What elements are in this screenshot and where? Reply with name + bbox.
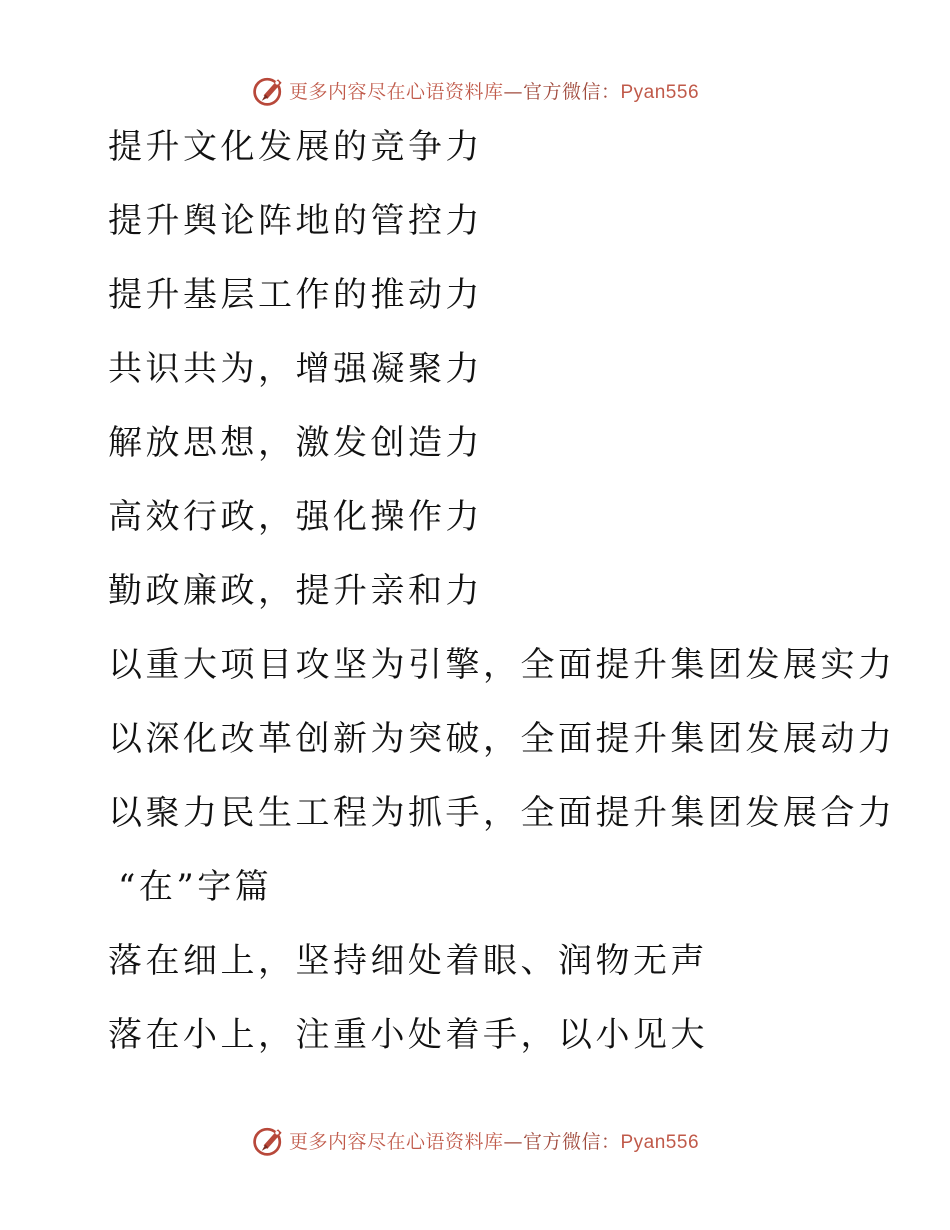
text-line: 解放思想，激发创造力 xyxy=(108,423,483,463)
footer-banner xyxy=(0,1120,950,1160)
document-body xyxy=(108,110,908,1072)
text-line: 落在小上，注重小处着手，以小见大 xyxy=(108,1015,708,1055)
text-line: 以聚力民生工程为抓手，全面提升集团发展合力 xyxy=(108,793,896,833)
text-line: 勤政廉政，提升亲和力 xyxy=(108,571,483,611)
text-line: 高效行政，强化操作力 xyxy=(108,497,483,537)
header-banner xyxy=(0,70,950,110)
text-line: 以重大项目攻坚为引擎，全面提升集团发展实力 xyxy=(108,645,896,685)
text-line: 共识共为，增强凝聚力 xyxy=(108,349,483,389)
text-line: 落在细上，坚持细处着眼、润物无声 xyxy=(108,941,708,981)
pen-nib-logo-icon xyxy=(251,72,287,108)
text-line: 以深化改革创新为突破，全面提升集团发展动力 xyxy=(108,719,896,759)
text-line: 提升基层工作的推动力 xyxy=(108,275,483,315)
banner-text: 更多内容尽在心语资料库—官方微信：Pyan556 xyxy=(288,80,700,103)
banner-text: 更多内容尽在心语资料库—官方微信：Pyan556 xyxy=(288,1130,700,1153)
section-heading: “在”字篇 xyxy=(118,867,273,907)
pen-nib-logo-icon xyxy=(251,1122,287,1158)
text-line: 提升舆论阵地的管控力 xyxy=(108,201,483,241)
text-line: 提升文化发展的竞争力 xyxy=(108,127,483,167)
